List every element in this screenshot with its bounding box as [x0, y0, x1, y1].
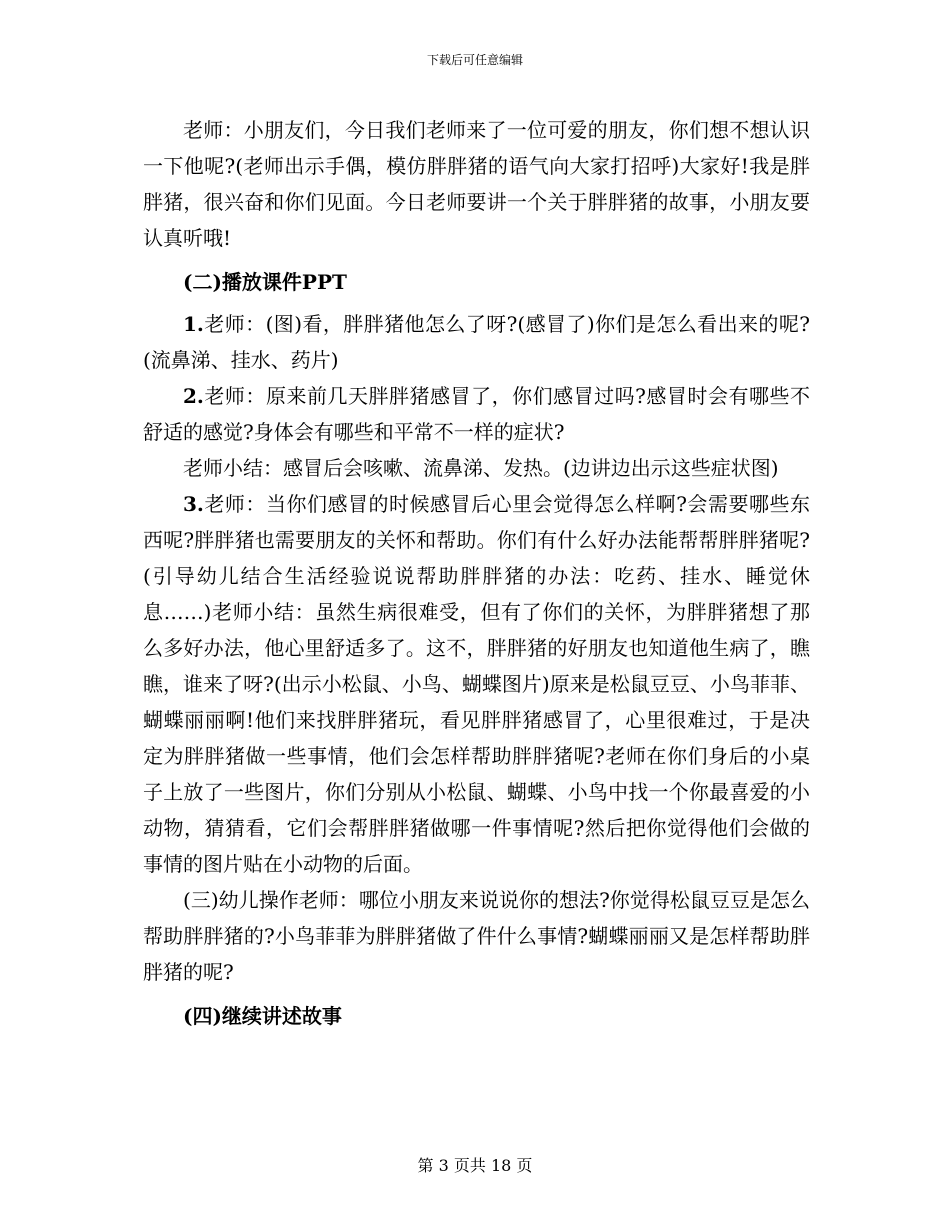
paragraph-section-3: (三)幼儿操作老师：哪位小朋友来说说你的想法?你觉得松鼠豆豆是怎么帮助胖胖猪的?小鸟菲菲为胖胖猪做了件什么事情?蝴蝶丽丽又是怎样帮助胖胖猪的呢? — [143, 888, 810, 984]
paragraph-intro: 老师：小朋友们，今日我们老师来了一位可爱的朋友，你们想不想认识一下他呢?(老师出示手偶，模仿胖胖猪的语气向大家打招呼)大家好!我是胖胖猪，很兴奋和你们见面。今日老师要讲一个关于胖胖猪的故事，小朋友要认真听哦! — [143, 118, 810, 250]
paragraph-summary: 老师小结：感冒后会咳嗽、流鼻涕、发热。(边讲边出示这些症状图) — [183, 456, 779, 480]
paragraph-text: 老师：原来前几天胖胖猪感冒了，你们感冒过吗?感冒时会有哪些不舒适的感觉?身体会有哪些和平常不一样的症状? — [143, 384, 810, 444]
paragraph-item-3 — [143, 486, 810, 882]
item-number: 3. — [183, 492, 204, 516]
paragraph-item-1 — [143, 306, 810, 378]
paragraph-text: 老师：当你们感冒的时候感冒后心里会觉得怎么样啊?会需要哪些东西呢?胖胖猪也需要朋友的关怀和帮助。你们有什么好办法能帮帮胖胖猪呢?(引导幼儿结合生活经验说说帮助胖胖猪的办法：吃药、挂水、睡觉休息……)老师小结：虽然生病很难受，但有了你们的关怀，为胖胖猪想了那么多好办法，他心里舒适多了。这不，胖胖猪的好朋友也知道他生病了，瞧瞧，谁来了呀?(出示小松鼠、小鸟、蝴蝶图片)原来是松鼠豆豆、小鸟菲菲、蝴蝶丽丽啊!他们来找胖胖猪玩，看见胖胖猪感冒了，心里很难过，于是决定为胖胖猪做一些事情，他们会怎样帮助胖胖猪呢?老师在你们身后的小桌子上放了一些图片，你们分别从小松鼠、蝴蝶、小鸟中找一个你最喜爱的小动物，猜猜看，它们会帮胖胖猪做哪一件事情呢?然后把你觉得他们会做的事情的图片贴在小动物的后面。 — [143, 492, 810, 876]
page-footer: 第 3 页共 18 页 — [417, 1156, 533, 1175]
paragraph-text: 老师：(图)看，胖胖猪他怎么了呀?(感冒了)你们是怎么看出来的呢?(流鼻涕、挂水、药片) — [143, 312, 810, 372]
item-number: 2. — [183, 384, 204, 408]
item-number: 1. — [183, 312, 204, 336]
paragraph-item-2 — [143, 378, 810, 450]
section-heading-4: (四)继续讲述故事 — [183, 1004, 342, 1028]
section-heading-2: (二)播放课件PPT — [183, 270, 347, 294]
document-body — [143, 112, 810, 1040]
page-header: 下载后可任意编辑 — [426, 53, 523, 67]
